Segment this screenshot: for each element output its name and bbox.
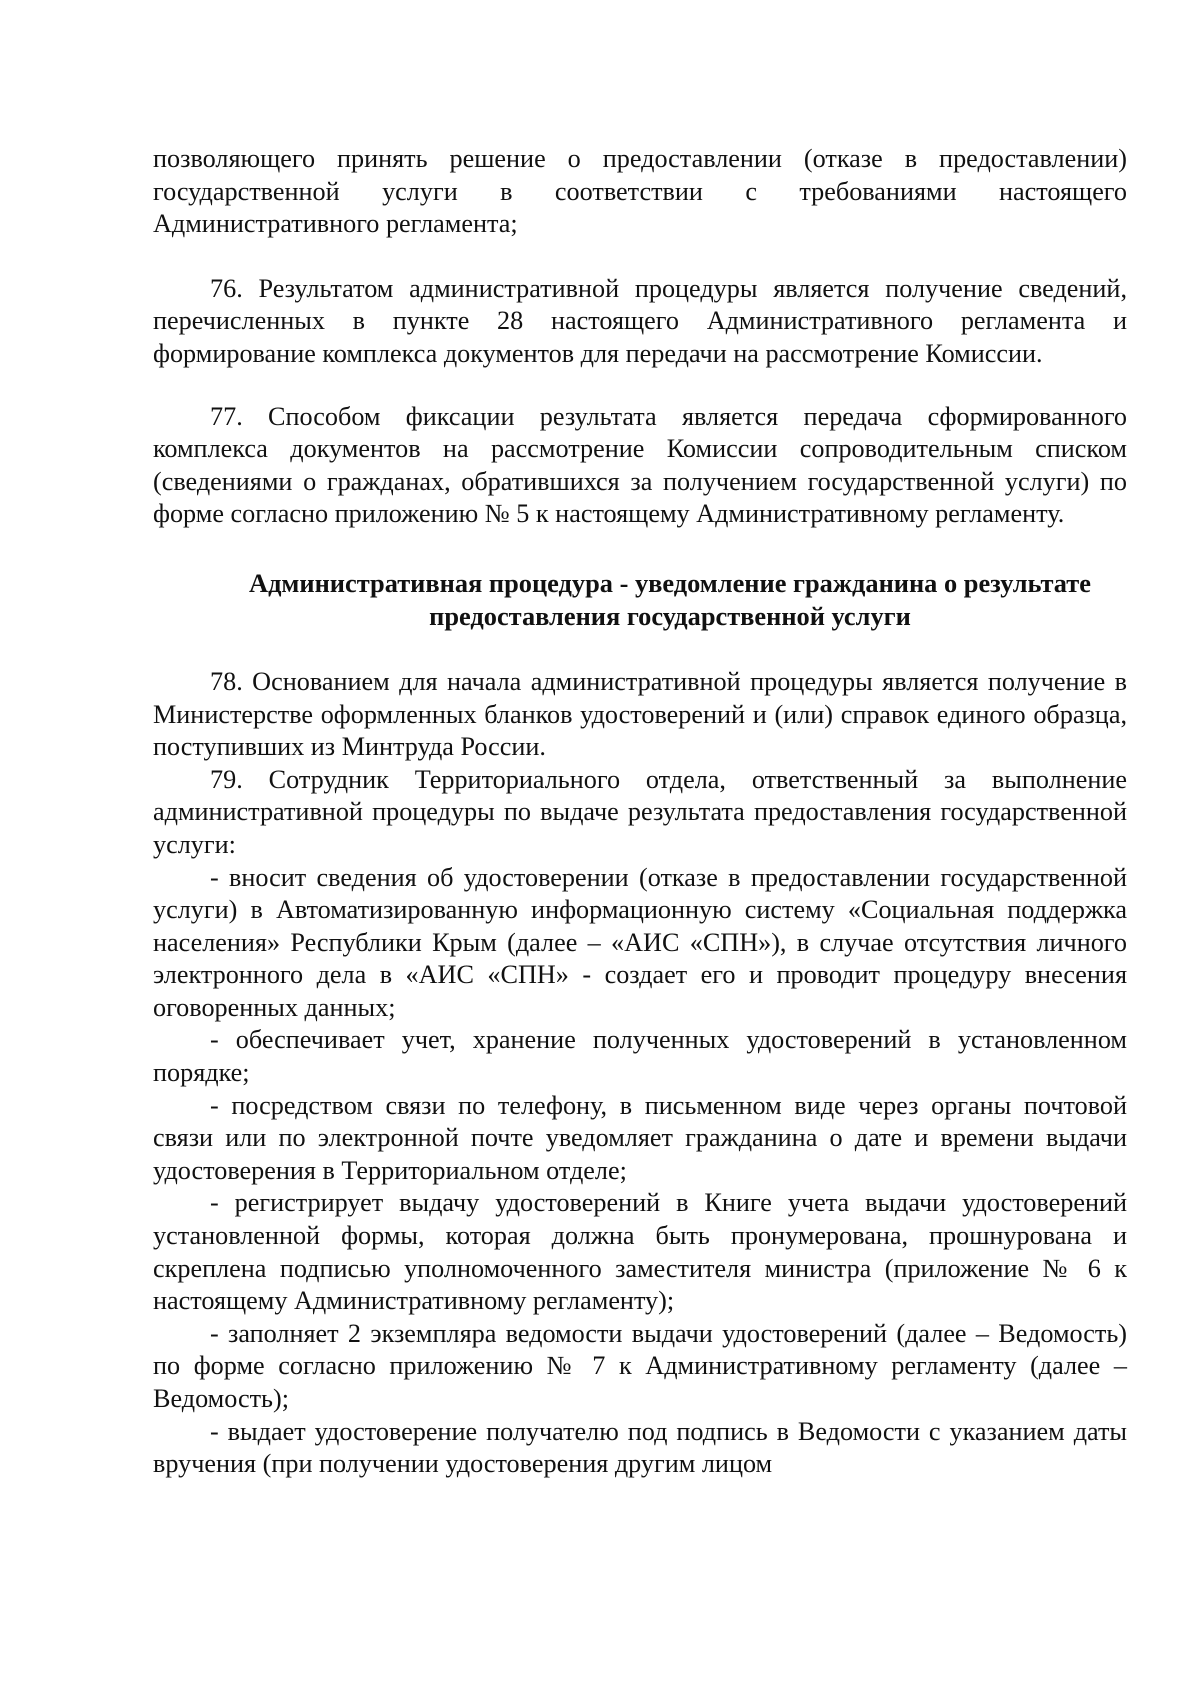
paragraph-continuation: позволяющего принять решение о предоставлении (отказе в предоставлении) государственной услуги в соответствии с требованиями настоящего Административного регламента; — [153, 144, 1127, 239]
list-item-6: - выдает удостоверение получателю под подпись в Ведомости с указанием даты вручения (при получении удостоверения другим лицом — [153, 1416, 1127, 1479]
paragraph-77: 77. Способом фиксации результата является передача сформированного комплекса документов на рассмотрение Комиссии сопроводительным списком (сведениями о гражданах, обратившихся за получением государственной услуги) по форме согласно приложению № 5 к настоящему Административному регламенту. — [153, 401, 1127, 529]
paragraph-78: 78. Основанием для начала административной процедуры является получение в Министерстве оформленных бланков удостоверений и (или) справок единого образца, поступивших из Минтруда России. — [153, 666, 1127, 762]
list-item-5: - заполняет 2 экземпляра ведомости выдачи удостоверений (далее – Ведомость) по форме согласно приложению № 7 к Административному регламенту (далее – Ведомость); — [153, 1318, 1127, 1413]
list-item-2: - обеспечивает учет, хранение полученных удостоверений в установленном порядке; — [153, 1025, 1127, 1088]
section-heading-line-2: предоставления государственной услуги — [429, 600, 911, 631]
list-item-1: - вносит сведения об удостоверении (отказе в предоставлении государственной услуги) в Автоматизированную информационную систему «Социальная поддержка населения» Республики Крым (далее – «АИС «СПН»), в случае отсутствия личного электронного дела в «АИС «СПН» - создает его и проводит процедуру внесения оговоренных данных; — [153, 862, 1127, 1022]
list-item-4: - регистрирует выдачу удостоверений в Книге учета выдачи удостоверений установленной формы, которая должна быть пронумерована, прошнурована и скреплена подписью уполномоченного заместителя министра (приложение № 6 к настоящему Административному регламенту); — [153, 1188, 1127, 1316]
section-heading — [153, 567, 1127, 633]
paragraph-79: 79. Сотрудник Территориального отдела, ответственный за выполнение административной процедуры по выдаче результата предоставления государственной услуги: — [153, 764, 1127, 859]
list-item-3: - посредством связи по телефону, в письменном виде через органы почтовой связи или по электронной почте уведомляет гражданина о дате и времени выдачи удостоверения в Территориальном отделе; — [153, 1090, 1127, 1185]
paragraph-76: 76. Результатом административной процедуры является получение сведений, перечисленных в пункте 28 настоящего Административного регламента и формирование комплекса документов для передачи на рассмотрение Комиссии. — [153, 273, 1127, 368]
document-page — [153, 143, 1127, 1481]
section-heading-line-1: Административная процедура - уведомление гражданина о результате — [249, 567, 1091, 598]
